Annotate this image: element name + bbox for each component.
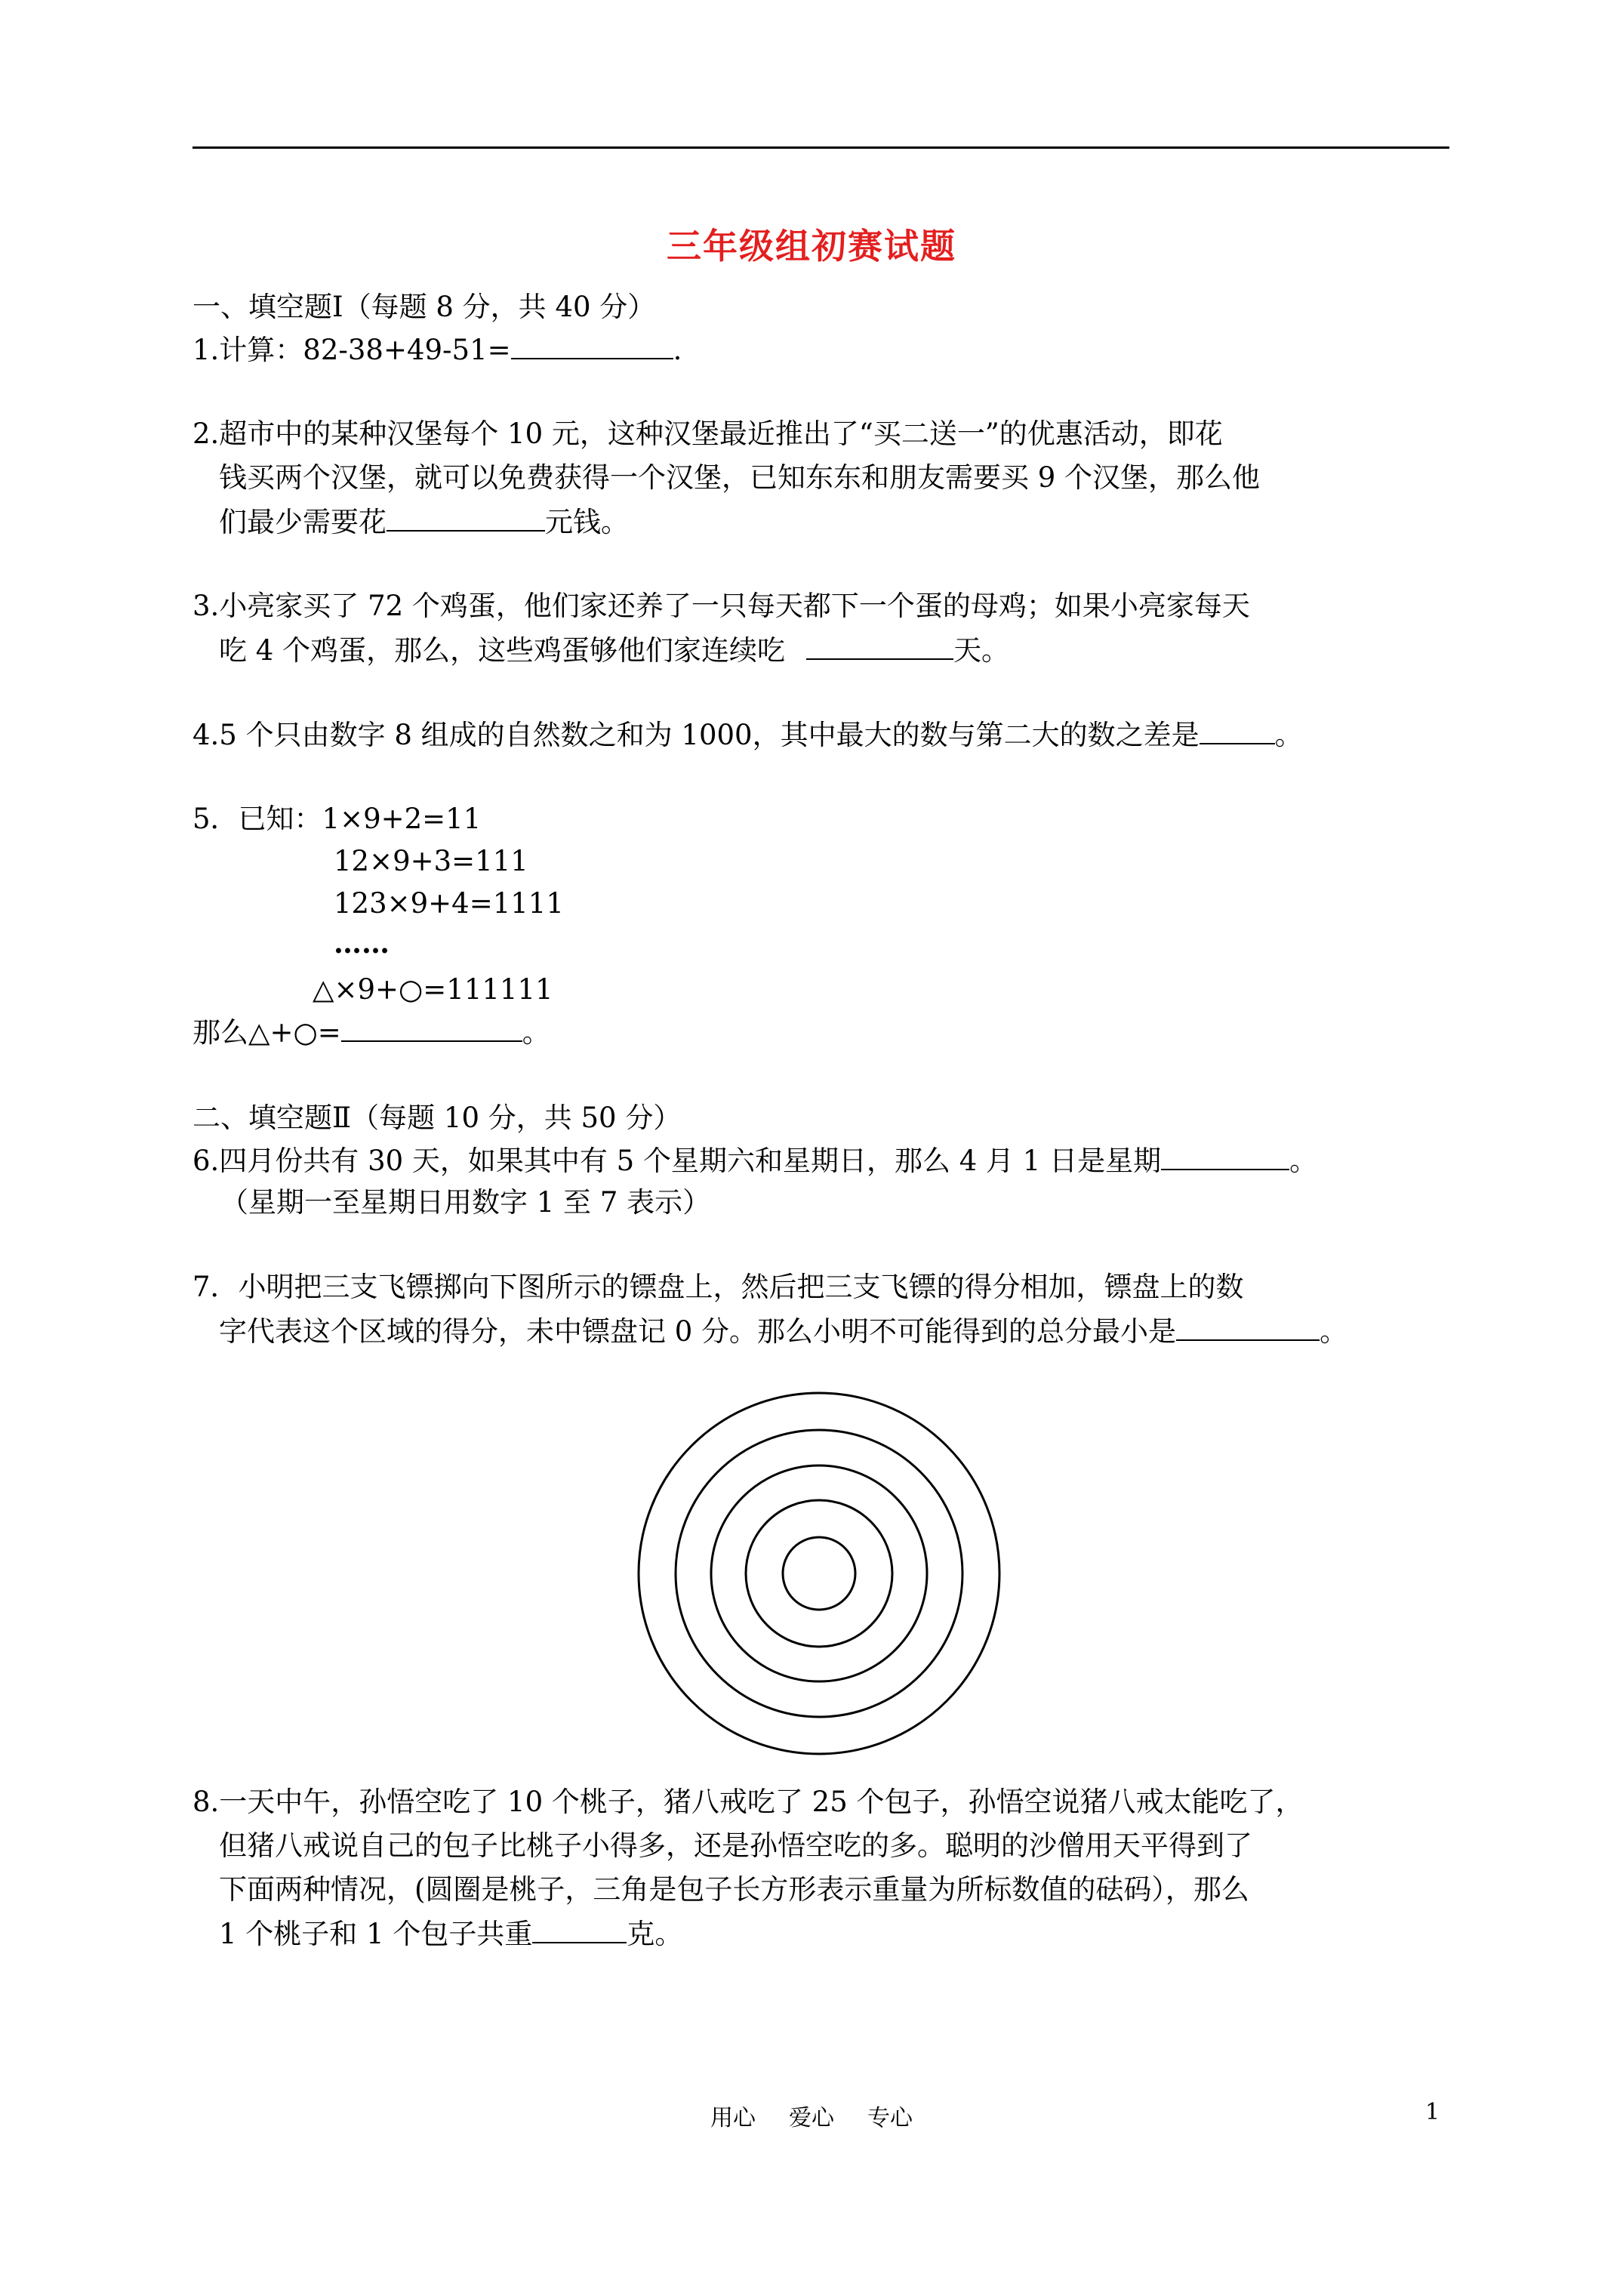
answer-blank-8[interactable] [532,1916,627,1943]
header-rule [192,146,1449,149]
answer-blank-1[interactable] [511,332,673,359]
question-5-line3: 123×9+4=1111 [334,887,564,920]
section2-heading: 二、填空题Ⅱ（每题 10 分，共 50 分） [192,1102,682,1134]
question-5-line1: 5．已知：1×9+2=11 [192,803,482,835]
dartboard-ring-4 [746,1500,892,1647]
question-4: 4.5 个只由数字 8 组成的自然数之和为 1000，其中最大的数与第二大的数之差是 。 [192,719,1303,751]
footer-word-1: 用心 [710,2105,756,2131]
question-7-line2: 字代表这个区域的得分，未中镖盘记 0 分。那么小明不可能得到的总分最小是 。 [219,1315,1348,1348]
answer-blank-7[interactable] [1176,1314,1320,1341]
answer-blank-6[interactable] [1161,1143,1289,1170]
dartboard-ring-2 [676,1430,962,1717]
question-5-ellipsis: …… [334,926,390,960]
question-6-line2: （星期一至星期日用数字 1 至 7 表示） [220,1186,711,1219]
question-8-line2: 但猪八戒说自己的包子比桃子小得多，还是孙悟空吃的多。聪明的沙僧用天平得到了 [219,1829,1252,1862]
footer-word-2: 爱心 [789,2105,834,2131]
question-8-line3: 下面两种情况，(圆圈是桃子，三角是包子长方形表示重量为所标数值的砝码），那么 [219,1873,1249,1906]
question-2-line2: 钱买两个汉堡，就可以免费获得一个汉堡，已知东东和朋友需要买 9 个汉堡，那么他 [219,461,1261,494]
question-1: 1.计算：82-38+49-51= . [192,334,682,366]
dartboard-ring-3 [711,1465,927,1681]
page-footer [0,2099,1623,2132]
question-6-line1: 6.四月份共有 30 天，如果其中有 5 个星期六和星期日，那么 4 月 1 日是星期 。 [192,1145,1318,1177]
question-5-line2: 12×9+3=111 [334,845,528,877]
question-2-line3: 们最少需要花 元钱。 [219,506,629,538]
footer-word-3: 专心 [867,2105,913,2131]
question-2-line1: 2.超市中的某种汉堡每个 10 元，这种汉堡最近推出了“买二送一”的优惠活动，即花 [192,418,1223,450]
page-title: 三年级组初赛试题 [667,226,956,267]
answer-blank-2[interactable] [387,504,545,532]
question-3-line2: 吃 4 个鸡蛋，那么，这些鸡蛋够他们家连续吃 天。 [219,634,1010,667]
dartboard-ring-5 [783,1537,855,1610]
dartboard-ring-1 [639,1393,999,1754]
answer-blank-5[interactable] [341,1015,522,1042]
answer-blank-4[interactable] [1200,717,1275,744]
question-8-line4: 1 个桃子和 1 个包子共重 克。 [219,1918,683,1950]
question-3-line1: 3.小亮家买了 72 个鸡蛋，他们家还养了一只每天都下一个蛋的母鸡；如果小亮家每天 [192,590,1250,622]
question-5-line6: 那么△+○= 。 [192,1016,550,1049]
question-8-line1: 8.一天中午，孙悟空吃了 10 个桃子，猪八戒吃了 25 个包子，孙悟空说猪八戒太能吃了， [192,1786,1304,1818]
question-5-line5: △×9+○=111111 [313,973,553,1006]
page-number: 1 [1425,2099,1440,2125]
answer-blank-3[interactable] [806,633,953,660]
question-7-line1: 7．小明把三支飞镖掷向下图所示的镖盘上，然后把三支飞镖的得分相加，镖盘上的数 [192,1271,1244,1303]
dartboard-figure [636,1391,1002,1756]
section1-heading: 一、填空题Ⅰ（每题 8 分，共 40 分） [192,291,656,323]
